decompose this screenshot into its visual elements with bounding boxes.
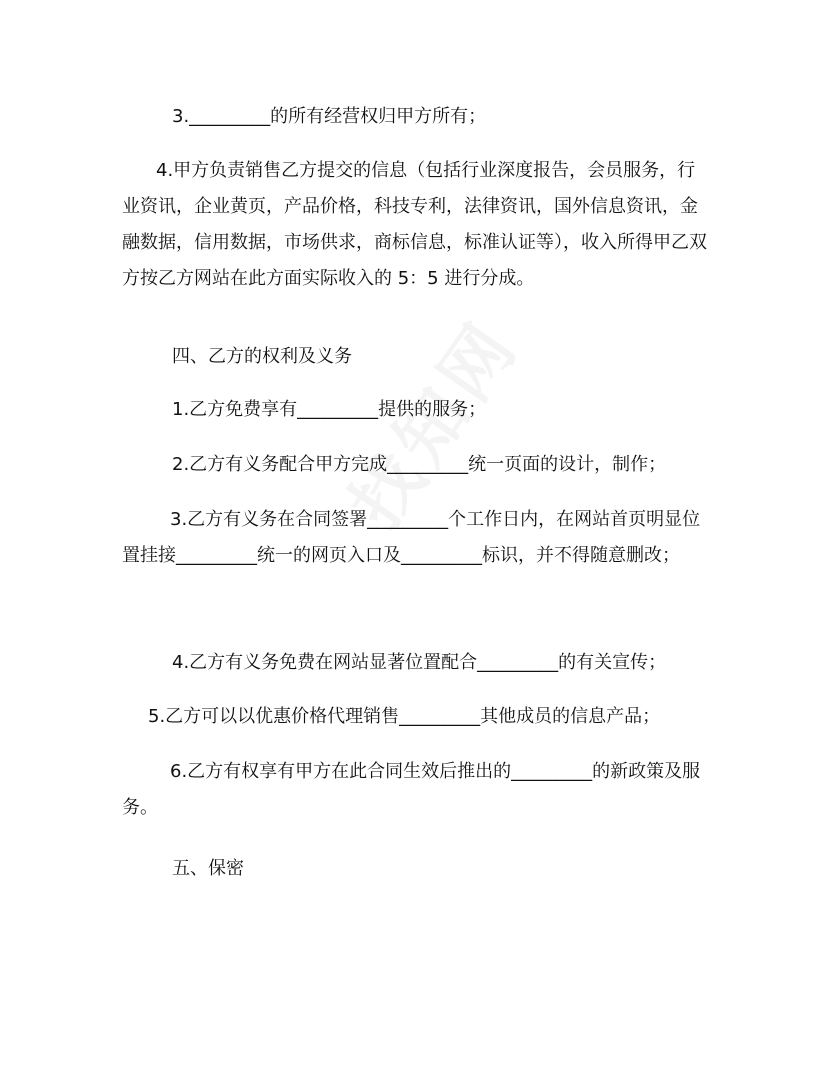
clause-4-sales: 4.甲方负责销售乙方提交的信息（包括行业深度报告，会员服务，行业资讯，企业黄页，产品价格，科技专利，法律资讯，国外信息资讯，金融数据，信用数据，市场供求，商标信息，标准认证等），收入所得甲乙双方按乙方网站在此方面实际收入的 5：5 进行分成。 [122,160,707,289]
party-b-clause-4: 4.乙方有义务免费在网站显著位置配合_________的有关宣传； [172,652,667,673]
party-b-clause-3: 3.乙方有义务在合同签署_________个工作日内，在网站首页明显位置挂接_________统一的网页入口及_________标识，并不得随意删改； [122,509,701,566]
clause-3-ownership: 3._________的所有经营权归甲方所有； [172,106,487,127]
section-5-heading: 五、保密 [172,858,244,879]
party-b-clause-2: 2.乙方有义务配合甲方完成_________统一页面的设计，制作； [172,454,667,475]
section-4-heading: 四、乙方的权利及义务 [172,346,352,367]
party-b-clause-1: 1.乙方免费享有_________提供的服务； [172,399,487,420]
party-b-clause-6: 6.乙方有权享有甲方在此合同生效后推出的_________的新政策及服务。 [122,761,701,818]
party-b-clause-5: 5.乙方可以以优惠价格代理销售_________其他成员的信息产品； [148,706,661,727]
